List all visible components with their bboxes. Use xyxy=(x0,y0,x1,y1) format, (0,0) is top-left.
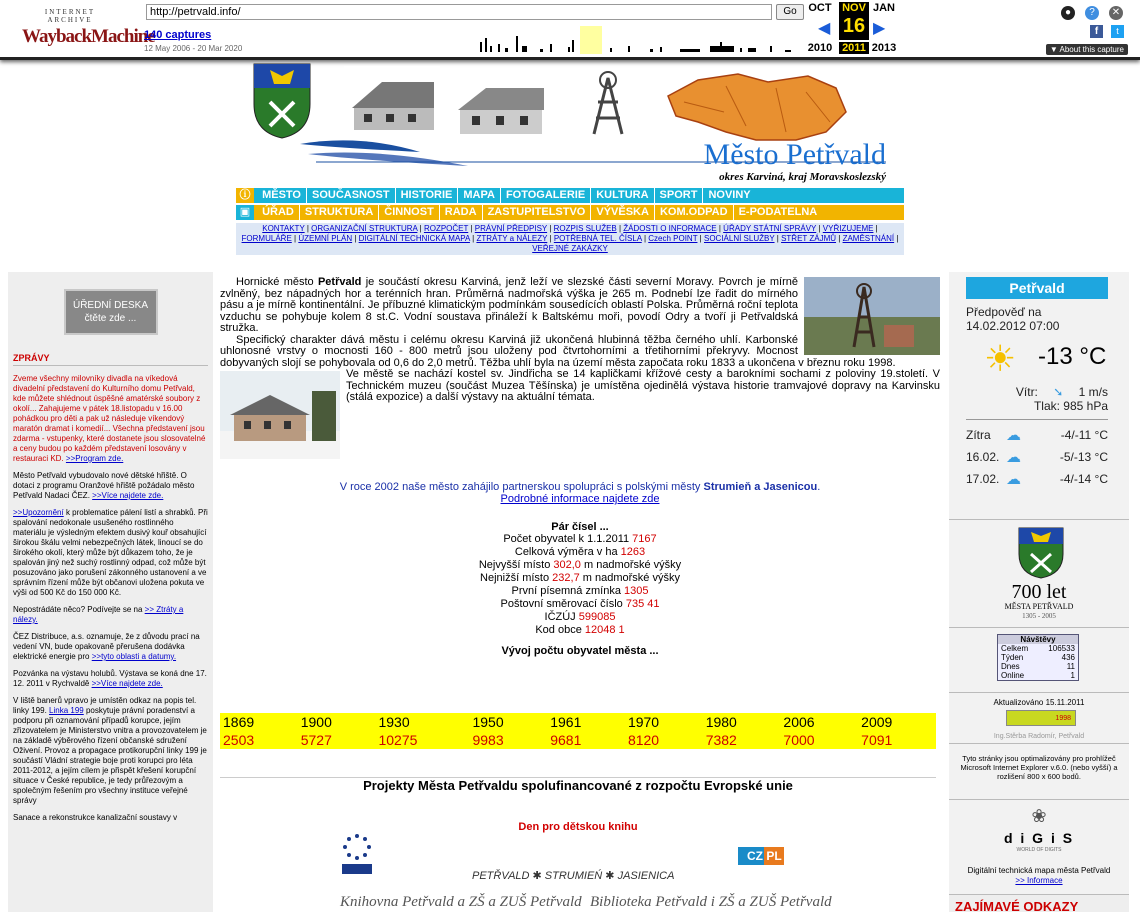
author: Ing.Stěrba Radomír, Petřvald xyxy=(993,733,1085,740)
news-item: Pozvánka na výstavu holubů. Výstava se koná dne 17. 12. 2011 v Rychvaldě >>Více najdete zde. xyxy=(13,669,207,688)
mining-paragraph: Specifický charakter dává městu i celému okresu Karviná již ukončená hlubinná těžba černého uhlí. Karbonské uhlonosné vrstvy o mocnosti 160 - 800 metrů jsou uloženy pod čtvrtohorními a třetihorními překryvy. Mocnost dobyvaných slojí se pohybovala od 0,6 do 2,0 metrů. Těžba uhlí byla na území města započata roku 1833 a ukončena v březnu roku 1998. xyxy=(220,333,896,369)
eu-flag-icon xyxy=(340,832,374,878)
capture-range: 12 May 2006 - 20 Mar 2020 xyxy=(144,44,243,53)
quick-link[interactable]: DIGITÁLNÍ TECHNICKÁ MAPA xyxy=(358,234,470,243)
user-icon[interactable]: ● xyxy=(1061,6,1075,20)
snow-cloud-icon: ☁ xyxy=(1006,449,1021,466)
population-cell: 9983 xyxy=(469,731,547,749)
prev-arrow-icon[interactable]: ◀ xyxy=(818,20,831,37)
nav-bar-main xyxy=(236,188,904,203)
church-paragraph: Ve městě se nachází kostel sv. Jindřicha se 14 kapličkami křížové cesty a barokními sochami z poloviny 19.století. V Technickém muzeu (součást Muzea Těšínska) je umístěna ojedinělá výstava historie tramvajové dopravy na Karvinsku (stálá expozice) a další výstavy na aktuální témata. xyxy=(346,368,940,403)
visits-title: Návštěvy xyxy=(998,635,1078,644)
forecast-day: 16.02. ☁ -5/-13 °C xyxy=(966,449,1108,466)
quick-link[interactable]: ORGANIZAČNÍ STRUKTURA xyxy=(311,224,418,233)
news-item: Sanace a rekonstrukce kanalizační soustavy v xyxy=(13,813,178,822)
nav-město[interactable]: MĚSTO xyxy=(257,188,307,203)
nav-kultura[interactable]: KULTURA xyxy=(591,188,654,203)
weather-widget[interactable] xyxy=(966,277,1108,490)
wayback-toolbar xyxy=(0,0,1140,60)
board-label: ÚŘEDNÍ DESKA xyxy=(72,300,148,311)
wind-label: Vítr: xyxy=(1015,385,1038,399)
news-item: ČEZ Distribuce, a.s. oznamuje, že z důvodu prací na vedení VN, bude opakovaně přerušena dodávka elektrické energie pro >>tyto oblasti a datumy. xyxy=(13,632,200,661)
quick-link[interactable]: VEŘEJNÉ ZAKÁZKY xyxy=(532,244,608,253)
optimization-note: Tyto stránky jsou optimalizovány pro prohlížeč Microsoft Internet Explorer v.6.0. (nebo vyšší) a rozlišení 800 x 600 bodů. xyxy=(960,754,1118,781)
digis-logo[interactable]: d i G i S xyxy=(1003,830,1075,846)
capture-sparkline[interactable] xyxy=(280,26,800,54)
year-cell: 1869 xyxy=(220,713,298,731)
year-cell: 2006 xyxy=(780,713,858,731)
sun-icon: ☀ xyxy=(984,338,1017,379)
prev-month[interactable]: OCT xyxy=(808,2,832,14)
fact-row: Počet obyvatel k 1.1.2011 7167 xyxy=(503,533,657,545)
intro-paragraph: Hornické město Petřvald je součástí okresu Karviná, jenž leží ve slezské části severní Moravy. Povrch je mírně zvlněný, bez nápadných hor a terénních hran. Průměrná nadmořská výška je 265 m. Podnebí lze řadit do mírného pásu a je mírně kontinentální. Je příbuzné klimatickým podmínkám sousedících oblastí Polska. Průměrná roční teplota vzduchu se pohybuje kolem 8 st.C. Vodní soustava přináleží k Baltskému moři, povodí Odry a tvoří ji Petřvaldská stružka. xyxy=(220,276,798,334)
mine-tower-photo xyxy=(588,70,628,136)
about-capture-button[interactable]: ▼ About this capture xyxy=(1046,44,1128,55)
population-cell: 7091 xyxy=(858,731,936,749)
prev-year[interactable]: 2010 xyxy=(807,42,833,54)
board-sublabel: čtěte zde ... xyxy=(84,313,137,324)
population-cell: 5727 xyxy=(298,731,376,749)
visit-row: Týden 436 xyxy=(1001,653,1075,662)
digis-info-link[interactable]: >> Informace xyxy=(1015,876,1063,885)
year-cell: 1970 xyxy=(625,713,703,731)
handwritten-text-1: Knihovna Petřvald a ZŠ a ZUŠ Petřvald xyxy=(340,894,582,910)
nav-mapa[interactable]: MAPA xyxy=(458,188,501,203)
mine-photo xyxy=(804,277,940,355)
digis-tagline: WORLD OF DIGITS xyxy=(1016,847,1062,853)
nav-kom-odpad[interactable]: KOM.ODPAD xyxy=(655,205,734,220)
help-icon[interactable]: ? xyxy=(1085,6,1099,20)
anniversary-coat-of-arms-icon xyxy=(1017,526,1065,580)
nav-noviny[interactable]: NOVINY xyxy=(708,189,751,201)
next-month[interactable]: JAN xyxy=(872,2,895,14)
twitter-icon[interactable]: t xyxy=(1111,25,1124,38)
nav-činnost[interactable]: ČINNOST xyxy=(379,205,440,220)
visit-row: Dnes 11 xyxy=(1001,662,1075,671)
population-cell: 9681 xyxy=(547,731,625,749)
quick-link[interactable]: KONTAKTY xyxy=(262,224,305,233)
temperature: -13 °C xyxy=(1038,343,1107,370)
quick-link[interactable]: ZTRÁTY a NÁLEZY xyxy=(476,234,548,243)
left-sidebar xyxy=(8,272,213,912)
official-board-button[interactable] xyxy=(64,289,158,335)
czech-map-icon xyxy=(668,74,846,140)
url-input[interactable] xyxy=(146,4,772,20)
news-item: >>Upozornění k problematice pálení listí a shrabků. Při spalování nedokonale usušeného rostlinného materiálu je výsledným efektem dusivý kouř obsahující širokou škálu velmi nebezpečných látek, linoucí se do širokého okolí, který může být důkazem toho, že je spalován jiný než suchý rostlinný odpad, což může být posuzováno jako porušení zákonného ustanovení a ve správním řízení může být občanovi uložena pokuta ve výši od 500 Kč do 150 000 Kč. xyxy=(13,508,208,597)
nav-fotogalerie[interactable]: FOTOGALERIE xyxy=(501,188,591,203)
warning-link[interactable]: >>Upozornění xyxy=(13,508,64,517)
next-arrow-icon[interactable]: ▶ xyxy=(873,20,886,37)
updated-date: Aktualizováno 15.11.2011 xyxy=(993,698,1085,707)
anniversary-subtitle: MĚSTA PETŘVALD xyxy=(1004,602,1074,611)
snow-cloud-icon: ☁ xyxy=(1006,427,1021,444)
fact-row: Kod obce 12048 1 xyxy=(535,624,625,636)
partnership-text: V roce 2002 naše město zahájilo partnerskou spolupráci s polskými městy Strumieň a Jasenicou. xyxy=(339,481,821,493)
news-heading: ZPRÁVY xyxy=(13,353,208,366)
captures-link[interactable]: 140 captures xyxy=(144,29,212,41)
partners-line: PETŘVALD ✱ STRUMIEŃ ✱ JASIENICA xyxy=(472,870,675,882)
fact-row: Nejnižší místo 232,7 m nadmořské výšky xyxy=(480,572,680,584)
visit-counter xyxy=(997,634,1079,681)
quick-link[interactable]: ROZPIS SLUŽEB xyxy=(553,224,617,233)
year-cell: 1950 xyxy=(469,713,547,731)
wayback-logo[interactable] xyxy=(22,8,155,47)
go-button[interactable]: Go xyxy=(776,4,804,20)
close-icon[interactable]: ✕ xyxy=(1109,6,1123,20)
quick-link[interactable]: ÚŘADY STÁTNÍ SPRÁVY xyxy=(723,224,817,233)
nav-sport[interactable]: SPORT xyxy=(655,188,704,203)
nav-úřad[interactable]: ÚŘAD xyxy=(257,205,300,220)
eu-project-name: Den pro dětskou knihu xyxy=(518,821,638,833)
more-link[interactable]: >>Více najdete zde. xyxy=(92,491,164,500)
population-cell: 10275 xyxy=(375,731,469,749)
anniversary-years: 1305 - 2005 xyxy=(1022,612,1056,620)
nav-zastupitelstvo[interactable]: ZASTUPITELSTVO xyxy=(483,205,592,220)
forecast-day: 17.02. ☁ -4/-14 °C xyxy=(966,471,1108,488)
partnership-link[interactable]: Podrobné informace najdete zde xyxy=(500,493,660,505)
facts-title: Pár čísel ... xyxy=(551,521,609,533)
population-table xyxy=(220,713,936,749)
quick-link[interactable]: ŽÁDOSTI O INFORMACE xyxy=(623,224,717,233)
since-badge: 1998 xyxy=(1006,710,1076,726)
handwritten-text-2: Biblioteka Petřvald i ZŠ a ZUŠ Petřvald xyxy=(590,894,832,910)
program-link[interactable]: >>Program zde. xyxy=(65,454,124,463)
digis-text: Digitální technická mapa města Petřvald xyxy=(967,866,1111,875)
logo-top-text: INTERNET ARCHIVE xyxy=(44,8,96,24)
header-banner xyxy=(236,62,904,186)
forecast-label: Předpověď na xyxy=(966,305,1042,319)
logo-main-text: WaybackMachine xyxy=(22,26,155,47)
quick-link[interactable]: STŘET ZÁJMŮ xyxy=(781,234,837,243)
info-icon: ⓘ xyxy=(236,188,254,203)
current-year: 2011 xyxy=(839,42,869,54)
nav-struktura[interactable]: STRUKTURA xyxy=(300,205,379,220)
fact-row: První písemná zmínka 1305 xyxy=(511,585,649,597)
line-199-link[interactable]: Linka 199 xyxy=(49,706,84,715)
year-cell: 1900 xyxy=(298,713,376,731)
right-sidebar xyxy=(949,272,1129,912)
pigeon-show-link[interactable]: >>Více najdete zde. xyxy=(91,679,163,688)
coat-of-arms-icon xyxy=(254,64,310,138)
weather-title: Petřvald xyxy=(966,277,1108,299)
anniversary-title: 700 let xyxy=(1011,581,1067,603)
next-year[interactable]: 2013 xyxy=(871,42,897,54)
visit-row: Online 1 xyxy=(1001,671,1075,680)
forecast-time: 14.02.2012 07:00 xyxy=(966,319,1060,333)
pressure: Tlak: 985 hPa xyxy=(1033,399,1108,413)
city-title: Město Petřvald xyxy=(703,138,886,171)
quick-link[interactable]: SOCIÁLNÍ SLUŽBY xyxy=(703,234,775,243)
population-cell: 7000 xyxy=(780,731,858,749)
fact-row: Nejvyšší místo 302,0 m nadmořské výšky xyxy=(478,559,682,571)
computer-icon: ▣ xyxy=(236,205,254,220)
forecast-day: Zítra ☁ -4/-11 °C xyxy=(966,427,1108,444)
digis-leaf-icon: ❀ xyxy=(1031,806,1047,826)
city-subtitle: okres Karviná, kraj Moravskoslezský xyxy=(719,171,886,183)
population-cell: 8120 xyxy=(625,731,703,749)
main-content xyxy=(220,277,940,657)
news-item: Nepostrádáte něco? Podívejte se na >> Ztráty a nálezy. xyxy=(13,605,184,624)
population-title: Vývoj počtu obyvatel města ... xyxy=(501,645,659,657)
quick-link[interactable]: ROZPOČET xyxy=(423,224,469,233)
current-day: 16 xyxy=(842,15,866,37)
cz-pl-logo: CZ xyxy=(738,847,772,865)
news-item: Zveme všechny milovníky divadla na víkedová divadelní představení do Kulturního domu Petřvald, kde můžete shlédnout úspěšné amatérské soubory z okolí... Zahajujeme v pátek 18.listopadu v 16.00 pohádkou pro děti a pak už následuje víkendový maratón dramat i komedií... Všechna představení jsou zdarma - vstupenky, které dostanete jsou slosovatelné a ceny budou po každém představení losovány v restauraci KD. >>Program zde. xyxy=(13,374,206,463)
population-cell: 7382 xyxy=(703,731,781,749)
interesting-links-heading: ZAJÍMAVÉ ODKAZY xyxy=(949,894,1129,912)
facts-list xyxy=(220,533,940,637)
snow-cloud-icon: ☁ xyxy=(1006,471,1021,488)
quick-link[interactable]: PRÁVNÍ PŘEDPISY xyxy=(474,224,548,233)
quick-link[interactable]: VYŘIZUJEME xyxy=(822,224,874,233)
news-item: V liště banerů vpravo je umístěn odkaz na popis tel. linky 199. Linka 199 poskytuje právní poradenství a podporu při oznamování případů korupce, jejím zřizovatelem je Ministerstvo vnitra a provozovatelem je na základě výběrového řízení občanské sdružení Oživení. Provoz a propagace protikorupční linky 199 je součástí Vládní strategie boje proti korupci pro léta 2011-2012, a jejím cílem je přispět křešení korupční situace v České republice, je tedy průřezovým a společným řešením pro všechny instituce veřejné správy xyxy=(13,696,207,805)
year-cell: 2009 xyxy=(858,713,936,731)
pl-logo: PL xyxy=(764,847,784,865)
nav-e-podatelna[interactable]: E-PODATELNA xyxy=(738,206,818,218)
population-cell: 2503 xyxy=(220,731,298,749)
quick-link[interactable]: POTŘEBNÁ TEL. ČÍSLA xyxy=(553,234,642,243)
quick-link[interactable]: ZAMĚSTNÁNÍ xyxy=(842,234,895,243)
house-photo-1 xyxy=(344,66,440,136)
lost-found-link[interactable]: >> Ztráty a nálezy. xyxy=(13,605,184,624)
year-cell: 1961 xyxy=(547,713,625,731)
quick-link[interactable]: ÚZEMNÍ PLÁN xyxy=(298,234,353,243)
visit-row: Celkem 106533 xyxy=(1001,644,1075,653)
forecast-days xyxy=(966,424,1108,490)
fact-row: IČZÚJ 599085 xyxy=(544,611,616,623)
fact-row: Celková výměra v ha 1263 xyxy=(514,546,646,558)
quick-link[interactable]: FORMULÁŘE xyxy=(241,234,292,243)
current-month-label: NOV xyxy=(842,2,866,14)
fact-row: Poštovní směrovací číslo 735 41 xyxy=(500,598,660,610)
nav-historie[interactable]: HISTORIE xyxy=(396,188,459,203)
eu-projects-title: Projekty Města Petřvaldu spolufinancované z rozpočtu Evropské unie xyxy=(363,778,793,793)
nav-bar-office xyxy=(236,205,904,220)
nav-vývěska[interactable]: VÝVĚSKA xyxy=(591,205,655,220)
quick-links: KONTAKTY | ORGANIZAČNÍ STRUKTURA | ROZPOČET | PRÁVNÍ PŘEDPISY | ROZPIS SLUŽEB | ŽÁDOSTI O INFORMACE | ÚŘADY STÁTNÍ SPRÁVY | VYŘIZUJEME | FORMULÁŘE | ÚZEMNÍ PLÁN | DIGITÁLNÍ TECHNICKÁ MAPA | ZTRÁTY a NÁLEZY | POTŘEBNÁ TEL. ČÍSLA | Czech POINT | SOCIÁLNÍ SLUŽBY | STŘET ZÁJMŮ | ZAMĚSTNÁNÍ | VEŘEJNÉ ZAKÁZKY xyxy=(236,223,904,255)
house-photo-2 xyxy=(458,88,544,134)
news-item: Město Petřvald vybudovalo nové dětské hřiště. O dotaci z programu Oranžové hřiště požádalo město Petřvald Nadaci ČEZ. >>Více najdete zde. xyxy=(13,471,195,500)
year-cell: 1980 xyxy=(703,713,781,731)
year-cell: 1930 xyxy=(375,713,469,731)
nav-současnost[interactable]: SOUČASNOST xyxy=(307,188,396,203)
facebook-icon[interactable]: f xyxy=(1090,25,1103,38)
quick-link[interactable]: Czech POINT xyxy=(648,234,698,243)
wind-value: 1 m/s xyxy=(1078,385,1108,399)
areas-link[interactable]: >>tyto oblasti a datumy. xyxy=(91,652,177,661)
church-photo xyxy=(220,371,340,459)
nav-rada[interactable]: RADA xyxy=(440,205,483,220)
wind-icon: ➘ xyxy=(1053,385,1064,399)
